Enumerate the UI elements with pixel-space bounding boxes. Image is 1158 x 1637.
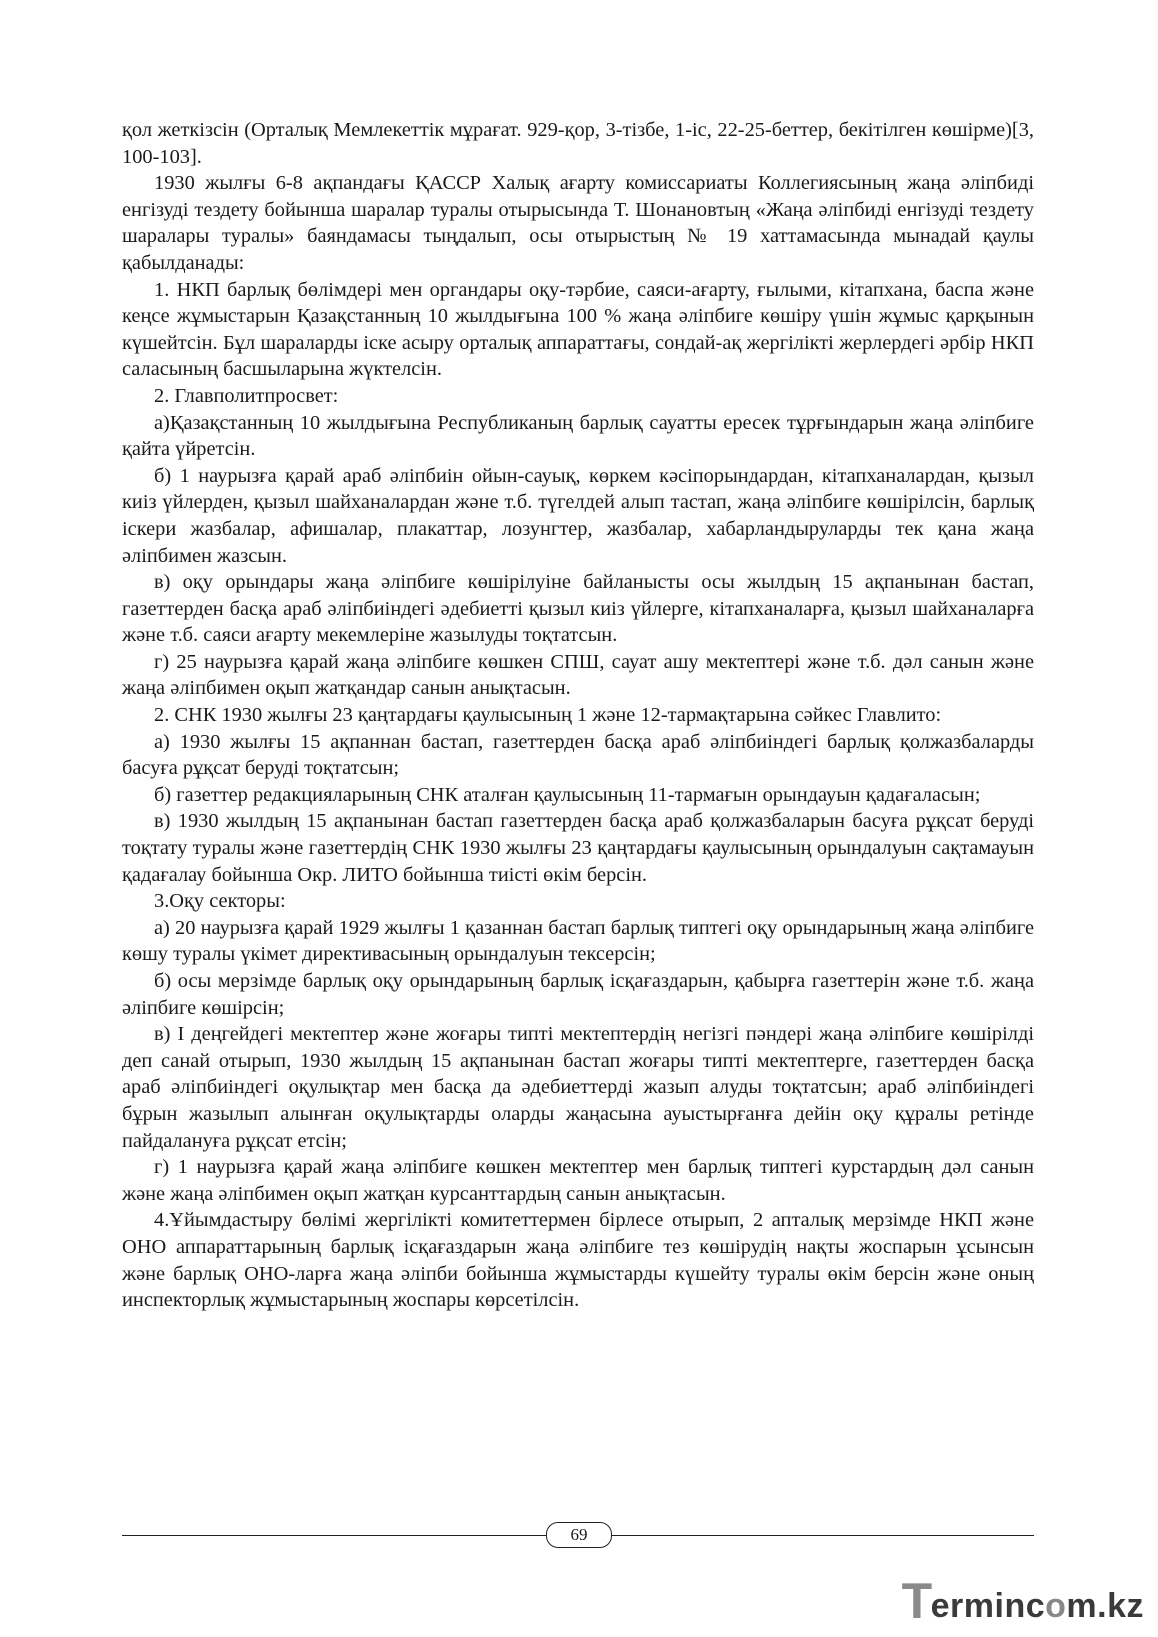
paragraph: 2. Главполитпросвет:	[154, 384, 339, 407]
paragraph: 1930 жылғы 6-8 ақпандағы ҚАССР Халық ағарту комиссариаты Коллегиясының жаңа әліпбиді енгізуді тездету бойынша шаралар туралы отырысында Т. Шонановтың «Жаңа әліпбиді енгізуді тездету шаралары туралы» баяндамасы тыңдалып, осы отырыстың № 19 хаттамасында мынадай қаулы қабылданады:	[122, 172, 1034, 274]
paragraph: б) газеттер редакцияларының СНК аталған қаулысының 11-тармағын орындауын қадағаласын;	[154, 783, 981, 806]
paragraph: г) 25 наурызға қарай жаңа әліпбиге көшкен СПШ, сауат ашу мектептері және т.б. дәл санын және жаңа әліпбимен оқып жатқандар санын анықтасын.	[122, 650, 1034, 700]
watermark-logo	[901, 1573, 1144, 1629]
paragraph: а)Қазақстанның 10 жылдығына Республиканың барлық сауатты ересек тұрғындарын жаңа әліпбиге қайта үйретсін.	[122, 411, 1034, 461]
page-number: 69	[546, 1522, 612, 1548]
page-body	[122, 117, 1034, 1314]
paragraph: 3.Оқу секторы:	[154, 890, 286, 913]
paragraph: в) оқу орындары жаңа әліпбиге көшірілуіне байланысты осы жылдың 15 ақпанынан бастап, газеттерден басқа араб әліпбиіндегі әдебиетті қызыл киіз үйлерге, кітапханаларға, қызыл шайханаларға және т.б. саяси ағарту мекемлеріне жазылуды тоқтатсын.	[122, 571, 1034, 647]
watermark-text-start: erminc	[930, 1587, 1046, 1625]
paragraph: б) осы мерзімде барлық оқу орындарының барлық іcқағаздарын, қабырға газеттерін және т.б. жаңа әліпбиге көшірсін;	[122, 970, 1034, 1019]
watermark-lead-letter: T	[901, 1573, 933, 1629]
page-footer	[122, 1522, 1034, 1548]
paragraph: г) 1 наурызға қарай жаңа әліпбиге көшкен мектептер мен барлық типтегі курстардың дәл санын және жаңа әліпбимен оқып жатқан курсанттардың санын анықтасын.	[122, 1156, 1034, 1205]
paragraph: в) I деңгейдегі мектептер және жоғары типті мектептердің негізгі пәндері жаңа әліпбиге көшірілді деп санай отырып, 1930 жылдың 15 ақпанынан бастап жоғары типті мектептерге, газеттерден басқа араб әліпбиіндегі оқулықтар мен басқа да әдебиеттерді жазып алуды тоқтатсын; араб әліпбиіндегі бұрын жазылып алынған оқулықтарды оларды жаңасына ауыстырғанға дейін оқу құралы ретінде пайдалануға рұқсат етсін;	[122, 1023, 1034, 1152]
paragraph: а) 20 наурызға қарай 1929 жылғы 1 қазаннан бастап барлық типтегі оқу орындарының жаңа әліпбиге көшу туралы үкімет директивасының орындалуын тексерсін;	[122, 916, 1034, 966]
watermark-o-mark: o	[1045, 1587, 1067, 1625]
paragraph: 1. НКП барлық бөлімдері мен органдары оқу-тәрбие, саяси-ағарту, ғылыми, кітапхана, баспа және кеңсе жұмыстарын Қазақстанның 10 жылдығына 100 % жаңа әліпбиге көшіру үшін жұмыс қарқынын күшейтсін. Бұл шараларды іске асыру орталық аппараттағы, сондай-ақ жергілікті жерлердегі әрбір НКП саласының басшыларына жүктелсін.	[122, 278, 1034, 381]
paragraph: 2. СНК 1930 жылғы 23 қаңтардағы қаулысының 1 және 12-тармақтарына сәйкес Главлито:	[154, 704, 942, 727]
paragraph: а) 1930 жылғы 15 ақпаннан бастап, газеттерден басқа араб әліпбиіндегі барлық қолжазбаларды басуға рұқсат беруді тоқтатсын;	[122, 730, 1034, 780]
paragraph: б) 1 наурызға қарай араб әліпбиін ойын-сауық, көркем кәсіпорындардан, кітапханалардан, қызыл киіз үйлерден, қызыл шайханалардан және т.б. түгелдей алып тастап, жаңа әліпбиге көшірілсін, барлық іскери жазбалар, афишалар, плакаттар, лозунгтер, жазбалар, хабарландыруларды тек қана жаңа әліпбимен жазсын.	[122, 464, 1034, 567]
watermark-text-end: m.kz	[1066, 1587, 1144, 1625]
paragraph: в) 1930 жылдың 15 ақпанынан бастап газеттерден басқа араб қолжазбаларын басуға рұқсат беруді тоқтату туралы және газеттердің СНК 1930 жылғы 23 қаңтардағы қаулысының орындалуын сақтамауын қадағалау бойынша Окр. ЛИТО бойынша тиісті өкім берсін.	[122, 810, 1034, 886]
paragraph: 4.Ұйымдастыру бөлімі жергілікті комитеттермен бірлесе отырып, 2 апталық мерзімде НКП және ОНО аппараттарының барлық іcқағаздарын жаңа әліпбиге тез көшірудің нақты жоспарын ұсынсын және барлық ОНО-ларға жаңа әліпби бойынша жұмыстарды күшейту туралы өкім берсін және оның инспекторлық жұмыстарының жоспары көрсетілсін.	[122, 1209, 1034, 1312]
paragraph: қол жеткізсін (Орталық Мемлекеттік мұрағат. 929-қор, 3-тізбе, 1-іс, 22-25-беттер, бекітілген көшірме)[3, 100-103].	[122, 119, 1034, 168]
watermark-text	[931, 1589, 1144, 1623]
